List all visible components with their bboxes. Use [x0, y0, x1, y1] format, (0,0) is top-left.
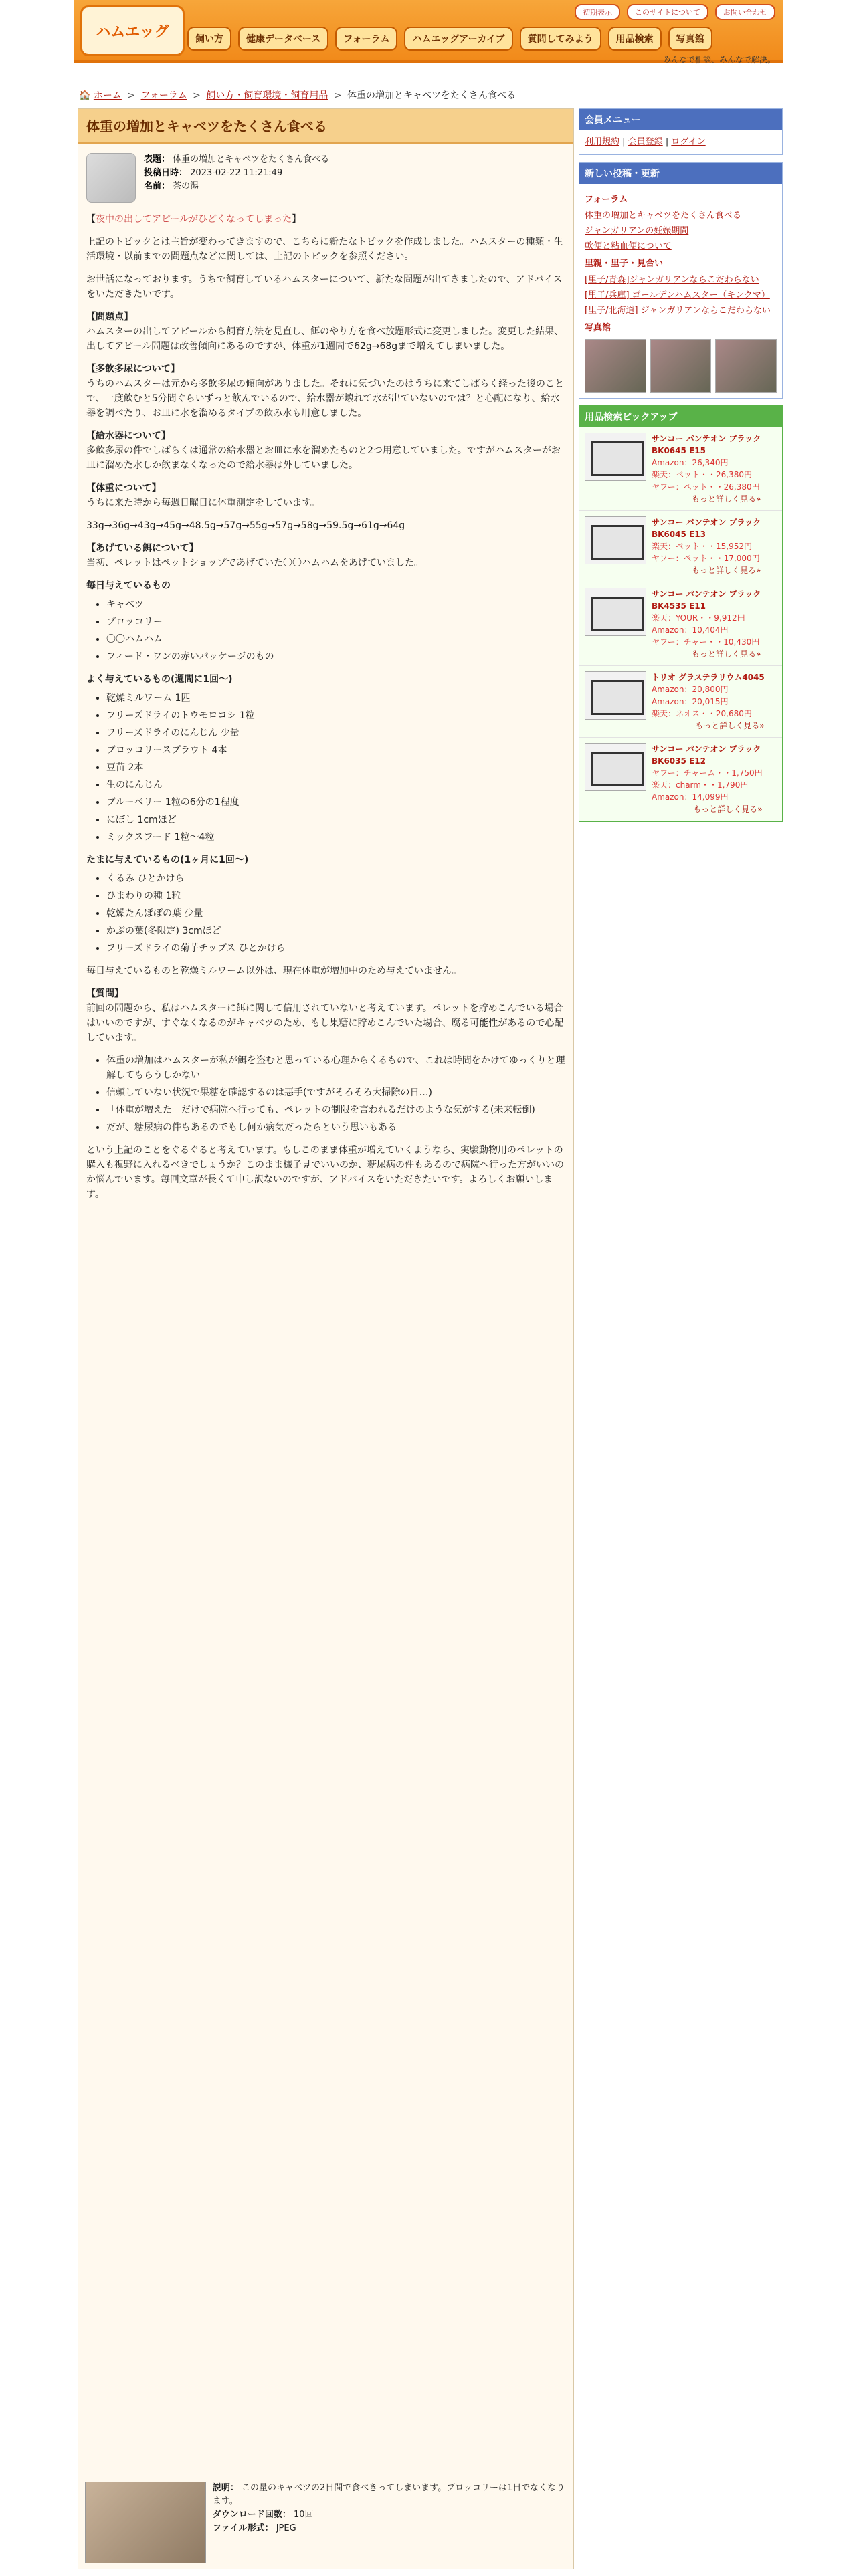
list-item: • 「体重が増えた」だけで病院へ行っても、ペレットの制限を言われるだけのような気がする(未来転倒)	[106, 1103, 565, 1117]
list-item: • ブルーベリー 1粒の6分の1程度	[106, 795, 565, 810]
breadcrumb-home[interactable]: ホーム	[93, 90, 122, 101]
post-meta	[78, 144, 573, 212]
thanks-text: お世話になっております。うちで飼育しているハムスターについて、新たな問題が出てきましたので、アドバイスをいただきたいです。	[86, 274, 563, 300]
attachment-image[interactable]	[85, 2482, 206, 2563]
breadcrumb-current: 体重の増加とキャベツをたくさん食べる	[347, 90, 516, 101]
section-food-title: 【あげている餌について】	[86, 543, 199, 554]
product-name[interactable]: サンコー パンテオン ブラック	[652, 434, 761, 443]
list-item: • だが、糖尿病の件もあるのでもし何か病気だったらという思いもある	[106, 1120, 565, 1135]
adopt-list	[585, 274, 777, 318]
breadcrumb-separator: >	[333, 90, 342, 101]
product-info	[652, 433, 761, 505]
section-problem-title: 【問題点】	[86, 312, 133, 322]
list-item: • フィード・ワンの赤いパッケージのもの	[106, 649, 565, 664]
offer-link[interactable]: 楽天：ペット・・15,952円	[652, 542, 752, 551]
adopt-item-link[interactable]: [里子/青森]ジャンガリアンならこだわらない	[585, 275, 759, 285]
lead-paragraph: 【夜中の出してアピールがひどくなってしまった】	[86, 214, 302, 225]
list-item: • 乾燥たんぽぽの葉 少量	[106, 906, 565, 921]
top-link-contact[interactable]: お問い合わせ	[715, 4, 775, 20]
attachment-desc-label: 説明：	[212, 2483, 239, 2493]
product-image[interactable]	[585, 743, 646, 791]
nav-photos[interactable]: 写真館	[668, 27, 712, 51]
product-item	[579, 511, 782, 582]
product-info	[652, 743, 763, 815]
meta-lines	[144, 153, 329, 193]
product-name[interactable]: サンコー パンテオン ブラック	[652, 589, 761, 599]
forum-item-link[interactable]: 軟便と粘血便について	[585, 241, 672, 251]
meta-subject-value: 体重の増加とキャベツをたくさん食べる	[173, 154, 330, 165]
list-item: • ミックスフード 1粒～4粒	[106, 830, 565, 845]
more-link[interactable]: もっと詳しく見る»	[693, 804, 763, 814]
product-item	[579, 738, 782, 821]
attachment-desc	[213, 2482, 568, 2508]
more-link[interactable]: もっと詳しく見る»	[691, 494, 761, 504]
breadcrumb	[79, 88, 516, 102]
section-problem-text: ハムスターの出してアピールから飼育方法を見直し、餌のやり方を食べ放題形式に変更しました。変更した結果、出してアピール問題は改善傾向にあるのですが、体重が1週間で62g→68gまで増えてしまいました。	[86, 326, 564, 352]
list-item: • ブロッコリースプラウト 4本	[106, 743, 565, 758]
section-weight-title: 【体重について】	[86, 483, 161, 494]
list-item: • ブロッコリー	[106, 615, 565, 629]
list-item: • 体重の増加はハムスターが私が餌を盗むと思っている心理からくるもので、これは時間をかけてゆっくりと理解してもらうしかない	[106, 1053, 565, 1083]
offer-link[interactable]: ヤフー：ペット・・26,380円	[652, 482, 760, 492]
forum-item-link[interactable]: ジャンガリアンの妊娠期間	[585, 226, 689, 236]
site-logo[interactable]: ハムエッグ	[80, 5, 185, 56]
summary-text: 毎日与えているものと乾燥ミルワーム以外は、現在体重が増加中のため与えていません。	[86, 966, 462, 976]
top-link-about[interactable]: このサイトについて	[627, 4, 708, 20]
more-link[interactable]: もっと詳しく見る»	[691, 649, 761, 659]
top-links	[575, 4, 775, 20]
list-item	[585, 304, 777, 318]
list-item: • 生のにんじん	[106, 778, 565, 792]
meta-subject-label: 表題：	[144, 154, 171, 165]
closing-text: という上記のことをぐるぐると考えています。もしこのまま体重が増えていくようなら、実験動物用のペレットの購入も視野に入れるべきでしょうか？このまま様子見でいいのか、糖尿病の件もあるので病院へ行った方がいいのか悩んでいます。毎回文章が長くて申し訳ないのですが、アドバイスをいただきたいです。よろしくお願いします。	[86, 1145, 564, 1200]
nav-archive[interactable]: ハムエッグアーカイブ	[404, 27, 512, 51]
nav-ask[interactable]: 質問してみよう	[520, 27, 601, 51]
offer-link[interactable]: Amazon：14,099円	[652, 792, 729, 802]
daily-title: 毎日与えているもの	[86, 580, 171, 591]
offer-link[interactable]: 楽天：charm・・1,790円	[652, 780, 749, 790]
new-posts-body	[579, 184, 782, 398]
forum-subhead: フォーラム	[585, 195, 628, 205]
product-code[interactable]: BK0645 E15	[652, 446, 706, 455]
meta-date	[144, 167, 329, 180]
list-item: • 信頼していない状況で果糖を確認するのは悪手(ですがそろそろ大掃除の日…)	[106, 1085, 565, 1100]
adopt-item-link[interactable]: [里子/北海道] ジャンガリアンならこだわらない	[585, 306, 771, 316]
forum-list	[585, 209, 777, 253]
list-item	[585, 240, 777, 253]
nav-care[interactable]: 飼い方	[187, 27, 231, 51]
offer-link[interactable]: ヤフー：チャーム・・1,750円	[652, 768, 763, 778]
product-info	[652, 671, 765, 732]
product-image[interactable]	[585, 671, 646, 720]
photo-thumbnail[interactable]	[715, 339, 777, 393]
new-posts-title: 新しい投稿・更新	[579, 163, 782, 184]
top-link-initial[interactable]: 初期表示	[575, 4, 620, 20]
nav-forum[interactable]: フォーラム	[335, 27, 397, 51]
member-menu-body: 利用規約 | 会員登録 | ログイン	[585, 137, 706, 147]
offer-link[interactable]: Amazon：20,800円	[652, 685, 729, 694]
offer-link[interactable]: 楽天：ペット・・26,380円	[652, 470, 752, 479]
product-name[interactable]: サンコー パンテオン ブラック	[652, 518, 761, 527]
daily-list	[106, 597, 565, 664]
new-posts	[579, 162, 783, 399]
list-item: • かぶの葉(冬限定) 3cmほど	[106, 924, 565, 938]
header	[0, 0, 859, 84]
pickup-title: 用品検索ピックアップ	[579, 406, 782, 427]
list-item: • フリーズドライのトウモロコシ 1粒	[106, 708, 565, 723]
intro-text: 上記のトピックとは主旨が変わってきますので、こちらに新たなトピックを作成しました。ハムスターの種類・生活環境・以前までの問題点などに関しては、上記のトピックを参照ください。	[86, 237, 563, 262]
attachment-download-label: ダウンロード回数：	[212, 2510, 291, 2520]
section-water-title: 【給水器について】	[86, 431, 171, 441]
attachment-download	[213, 2508, 568, 2522]
section-polyuria-text: うちのハムスターは元から多飲多尿の傾向がありました。それに気づいたのはうちに来てしばらく経った後のことで、一度飲むと5分間ぐらいずっと飲んでいるので、給水器が壊れて水が出ていないのでは？と心配になり、給水器を調べたり、お皿に水を溜めるタイプの飲み水も用意しました。	[86, 379, 564, 419]
list-item	[585, 209, 777, 223]
product-item	[579, 582, 782, 666]
photo-subhead: 写真館	[585, 323, 611, 333]
offer-link[interactable]: 楽天：YOUR・・9,912円	[652, 613, 745, 623]
list-item: • 豆苗 2本	[106, 760, 565, 775]
avatar	[86, 153, 136, 203]
section-food-text: 当初、ペレットはペットショップであげていた〇〇ハムハムをあげていました。	[86, 558, 423, 568]
question-text: 前回の問題から、私はハムスターに餌に関して信用されていないと考えています。ペレットを貯めこんでいる場合はいいのですが、すぐなくなるのがキャベツのため、もし果糖に貯めこんでいた場合、腐る可能性があるので心配しています。	[86, 1003, 564, 1043]
product-code[interactable]: BK4535 E11	[652, 601, 706, 611]
list-item	[585, 274, 777, 287]
attachment-download-value: 10回	[293, 2510, 314, 2520]
list-item: • キャベツ	[106, 597, 565, 612]
rare-list	[106, 871, 565, 956]
list-item: • ひまわりの種 1粒	[106, 889, 565, 903]
attachment-format	[213, 2522, 568, 2535]
question-list	[106, 1053, 565, 1135]
attachment-format-value: JPEG	[276, 2523, 296, 2533]
site-tagline: みんなで相談、みんなで解決。	[662, 55, 775, 64]
product-code[interactable]: BK6035 E12	[652, 756, 706, 766]
list-item: • 乾燥ミルワーム 1匹	[106, 691, 565, 706]
attachment-desc-value: この量のキャベツの2日間で食べきってしまいます。ブロッコリーは1日でなくなります。	[212, 2483, 565, 2506]
breadcrumb-separator: >	[193, 90, 201, 101]
meta-name	[144, 180, 329, 193]
lead-link[interactable]: 夜中の出してアピールがひどくなってしまった	[96, 214, 292, 225]
attachment	[78, 2475, 575, 2569]
product-info	[652, 516, 761, 576]
product-name[interactable]: トリオ グラステラリウム4045	[652, 673, 765, 682]
product-item	[579, 427, 782, 511]
sidebar	[579, 108, 783, 829]
product-image[interactable]	[585, 588, 646, 636]
product-image[interactable]	[585, 433, 646, 481]
list-item: • 〇〇ハムハム	[106, 632, 565, 647]
list-item: • くるみ ひとかけら	[106, 871, 565, 886]
product-name[interactable]: サンコー パンテオン ブラック	[652, 744, 761, 754]
section-polyuria-title: 【多飲多尿について】	[86, 364, 180, 374]
list-item: • フリーズドライの菊芋チップス ひとかけら	[106, 941, 565, 956]
offer-link[interactable]: Amazon：20,015円	[652, 697, 729, 706]
breadcrumb-forum[interactable]: フォーラム	[140, 90, 187, 101]
product-item	[579, 666, 782, 738]
photo-strip	[585, 339, 777, 393]
product-info	[652, 588, 761, 660]
offer-link[interactable]: 楽天：ネオス・・20,680円	[652, 709, 752, 718]
often-title: よく与えているもの(週間に1回～)	[86, 674, 233, 685]
forum-item-link[interactable]: 体重の増加とキャベツをたくさん食べる	[585, 211, 742, 221]
list-item	[585, 289, 777, 302]
rare-title: たまに与えているもの(1ヶ月に1回～)	[86, 855, 249, 865]
meta-date-value: 2023-02-22 11:21:49	[190, 168, 283, 178]
meta-date-label: 投稿日時：	[144, 168, 188, 178]
meta-name-value: 茶の湯	[173, 181, 199, 191]
post-title: 体重の増加とキャベツをたくさん食べる	[78, 109, 573, 144]
photo-thumbnail[interactable]	[585, 339, 646, 393]
nav-health-db[interactable]: 健康データベース	[238, 27, 328, 51]
offer-link[interactable]: ヤフー：チャー・・10,430円	[652, 637, 760, 647]
breadcrumb-separator: >	[127, 90, 136, 101]
main-content	[78, 108, 574, 2569]
more-link[interactable]: もっと詳しく見る»	[695, 721, 765, 730]
nav-search-goods[interactable]: 用品検索	[608, 27, 662, 51]
photo-thumbnail[interactable]	[650, 339, 712, 393]
member-link-terms[interactable]: 利用規約	[585, 137, 620, 147]
breadcrumb-category[interactable]: 飼い方・飼育環境・飼育用品	[206, 90, 328, 101]
attachment-info	[213, 2482, 568, 2535]
pickup-box	[579, 405, 783, 822]
list-item: • フリーズドライのにんじん 少量	[106, 726, 565, 740]
weight-series: 33g→36g→43g→45g→48.5g→57g→55g→57g→58g→59.5g→61g→64g	[86, 520, 405, 531]
more-link[interactable]: もっと詳しく見る»	[691, 566, 761, 575]
member-menu	[579, 108, 783, 155]
offer-link[interactable]: ヤフー：ペット・・17,000円	[652, 554, 760, 563]
often-list	[106, 691, 565, 845]
adopt-subhead: 里親・里子・見合い	[585, 259, 664, 269]
member-link-register[interactable]: 会員登録	[628, 137, 663, 147]
meta-subject	[144, 153, 329, 167]
adopt-item-link[interactable]: [里子/兵庫] ゴールデンハムスター（キンクマ）	[585, 290, 770, 300]
member-link-login[interactable]: ログイン	[671, 137, 706, 147]
member-menu-title: 会員メニュー	[579, 109, 782, 130]
attachment-format-label: ファイル形式：	[212, 2523, 274, 2533]
home-icon: 🏠	[79, 90, 91, 101]
product-image[interactable]	[585, 516, 646, 564]
product-code[interactable]: BK6045 E13	[652, 530, 706, 539]
offer-link[interactable]: Amazon：10,404円	[652, 625, 729, 635]
main-nav	[187, 27, 712, 51]
section-water-text: 多飲多尿の件でしばらくは通常の給水器とお皿に水を溜めたものと2つ用意していました。ですがハムスターがお皿に溜めた水しか飲まなくなったので給水器は外していました。	[86, 445, 561, 471]
list-item: • にぼし 1cmほど	[106, 813, 565, 827]
post-body	[78, 212, 573, 1202]
question-title: 【質問】	[86, 988, 124, 999]
section-weight-text: うちに来た時から毎週日曜日に体重測定をしています。	[86, 498, 320, 508]
meta-name-label: 名前：	[144, 181, 171, 191]
offer-link[interactable]: Amazon：26,340円	[652, 458, 729, 467]
list-item	[585, 225, 777, 238]
